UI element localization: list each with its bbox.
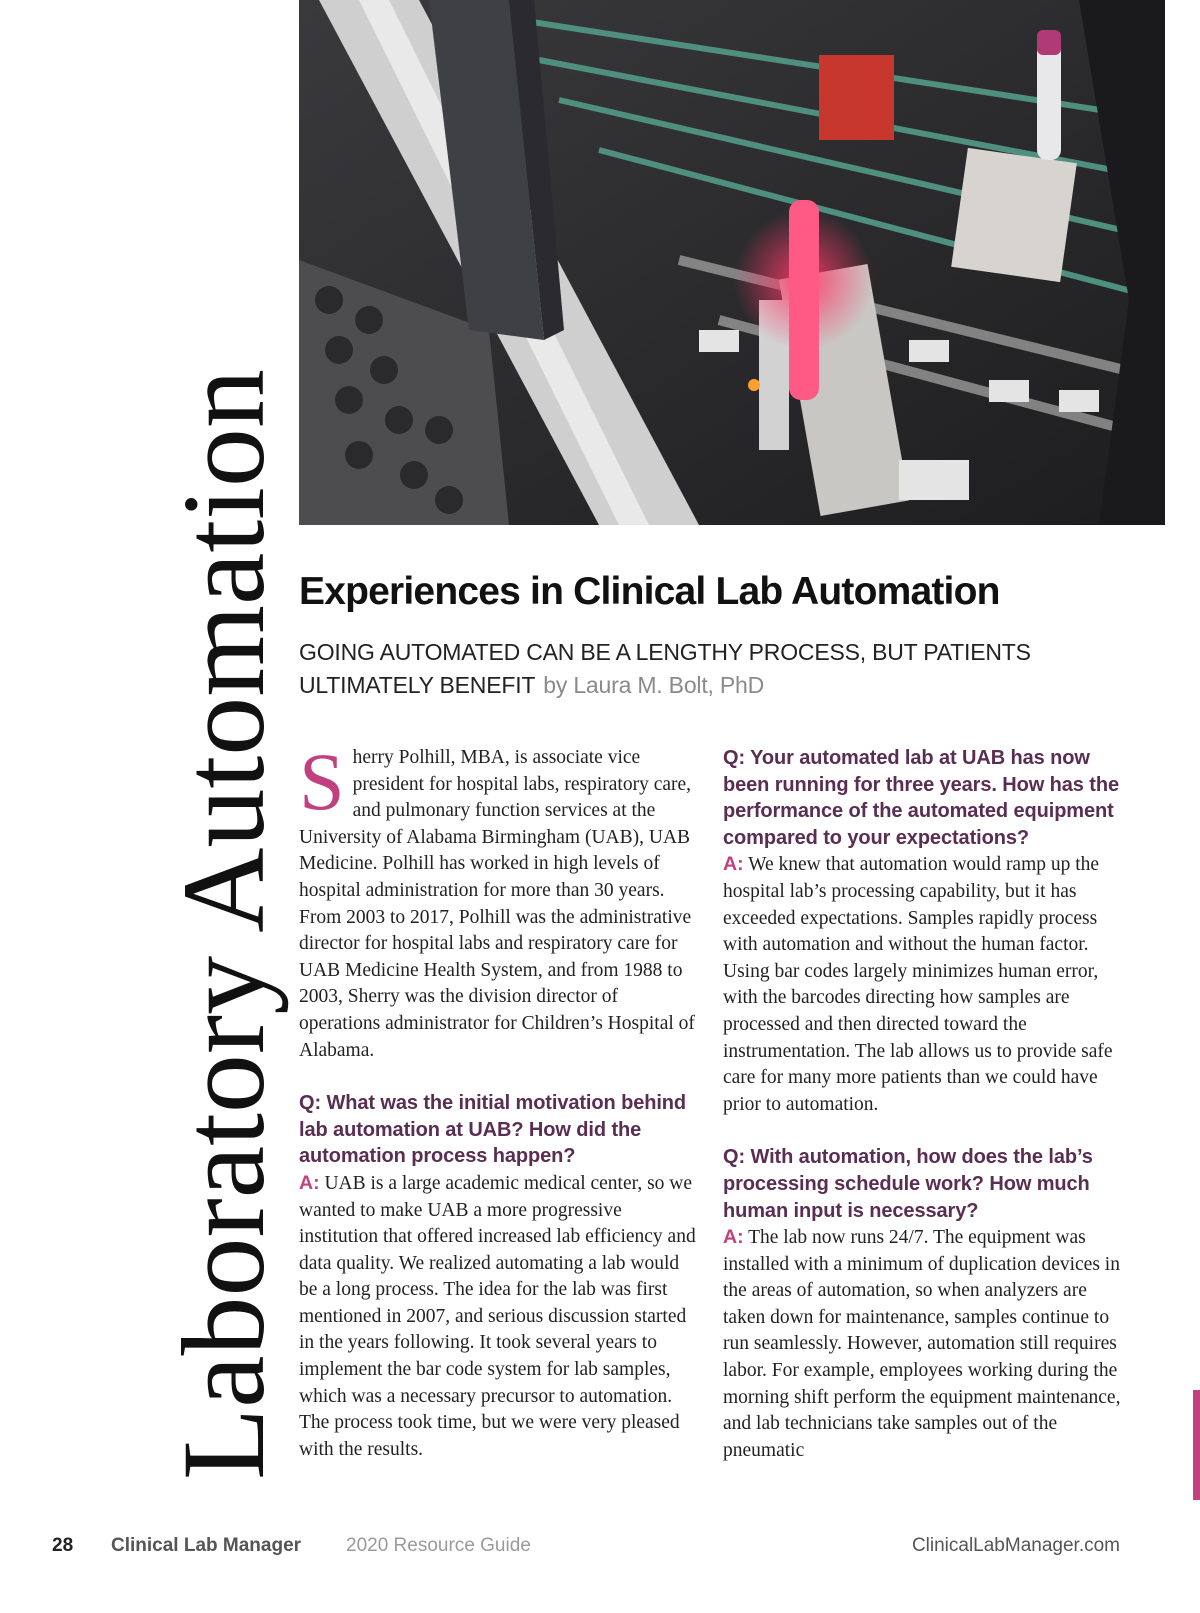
article-headline: Experiences in Clinical Lab Automation <box>299 570 1000 613</box>
byline: by Laura M. Bolt, PhD <box>543 672 765 698</box>
section-title-text: Laboratory Automation <box>158 369 289 1480</box>
page-edge-tab <box>1193 1390 1200 1500</box>
edition-name: 2020 Resource Guide <box>346 1535 531 1556</box>
intro-text: herry Polhill, MBA, is associate vice president for hospital labs, respiratory care, and pulmonary function services at the University of Alabama Birmingham (UAB), UAB Medicine. Polhill has worked in high levels of hospital administration for more than 30 years. From 2003 to 2017, Polhill was the administrative director for hospital labs and respiratory care for UAB Medicine Health System, and from 1988 to 2003, Sherry was the division director of operations administrator for Children’s Hospital of Alabama. <box>299 747 695 1061</box>
answer-1 <box>299 1170 702 1464</box>
answer-label: A: <box>723 1226 744 1249</box>
drop-cap: S <box>299 736 345 827</box>
lab-automation-track-icon <box>299 0 1165 525</box>
publication-name: Clinical Lab Manager <box>111 1535 302 1556</box>
website-url: ClinicalLabManager.com <box>911 1535 1120 1556</box>
answer-3-text: The lab now runs 24/7. The equipment was installed with a minimum of duplication devices in the areas of automation, so when analyzers are taken down for maintenance, samples continue to run seamlessly. However, automation still requires labor. For example, employees working during the morning shift perform the equipment maintenance, and lab technicians take samples out of the pneumatic <box>723 1227 1121 1461</box>
answer-label: A: <box>299 1171 320 1194</box>
deck-text: GOING AUTOMATED CAN BE A LENGTHY PROCESS, BUT PATIENTS ULTIMATELY BENEFIT <box>299 639 1031 698</box>
article-deck <box>299 636 1119 702</box>
vertical-section-title <box>0 0 289 1500</box>
right-column <box>723 745 1123 1464</box>
left-column <box>299 736 702 1463</box>
page-footer <box>0 1535 1200 1567</box>
answer-2 <box>723 851 1123 1118</box>
answer-1-text: UAB is a large academic medical center, so we wanted to make UAB a more progressive institution that offered increased lab efficiency and data quality. We realized automating a lab would be a long process. The idea for the lab was first mentioned in 2007, and serious discussion started in the years following. It took several years to implement the bar code system for lab samples, which was a necessary precursor to automation. The process took time, but we were very pleased with the results. <box>299 1172 696 1460</box>
lab-automation-photo <box>299 0 1165 525</box>
question-2: Q: Your automated lab at UAB has now been running for three years. How has the performance of the automated equipment compared to your expectations? <box>723 747 1119 849</box>
page-number: 28 <box>52 1535 74 1556</box>
answer-2-text: We knew that automation would ramp up the hospital lab’s processing capability, but it has exceeded expectations. Samples rapidly process with automation and without the human factor. Using bar codes largely minimizes human error, with the barcodes directing how samples are processed and then directed toward the instrumentation. The lab allows us to provide safe care for many more patients than we could have prior to automation. <box>723 854 1113 1115</box>
answer-3 <box>723 1224 1123 1464</box>
answer-label: A: <box>723 853 744 876</box>
question-1: Q: What was the initial motivation behind lab automation at UAB? How did the automation process happen? <box>299 1092 687 1168</box>
intro-paragraph <box>299 736 702 1064</box>
question-3: Q: With automation, how does the lab’s processing schedule work? How much human input is necessary? <box>723 1146 1093 1222</box>
